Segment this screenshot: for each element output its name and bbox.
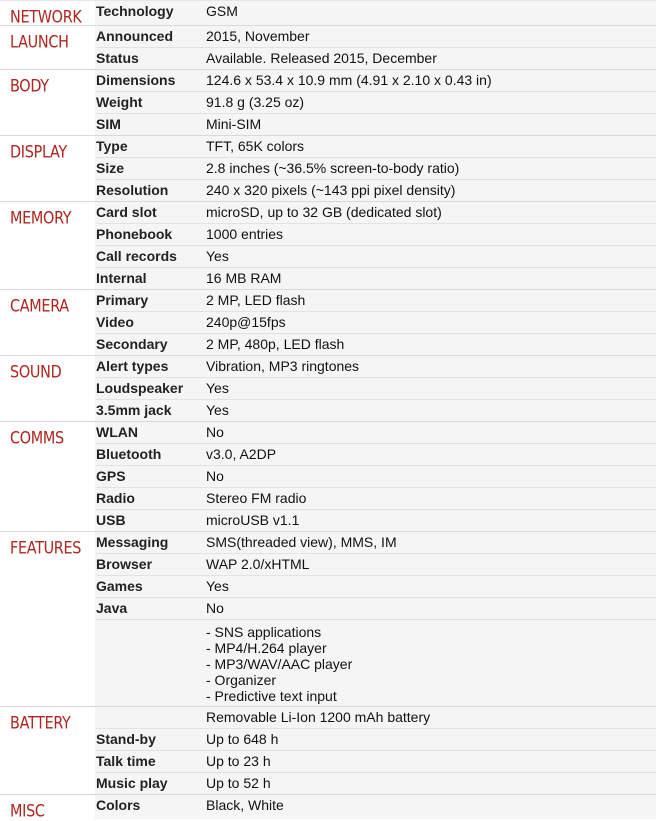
category-heading[interactable]: MISC	[10, 800, 45, 821]
spec-row	[95, 772, 656, 794]
spec-label[interactable]: 3.5mm jack	[96, 402, 172, 418]
spec-group-misc	[0, 794, 656, 819]
spec-label[interactable]: Phonebook	[96, 226, 173, 242]
spec-value: Mini-SIM	[206, 116, 262, 132]
spec-row	[95, 91, 656, 113]
spec-value: TFT, 65K colors	[206, 138, 305, 154]
spec-label[interactable]: Call records	[96, 248, 177, 264]
spec-value: Yes	[206, 248, 229, 264]
spec-value-line: - SNS applications	[206, 624, 322, 640]
category-heading[interactable]: CAMERA	[10, 295, 69, 316]
spec-row	[95, 136, 656, 157]
category-heading[interactable]: LAUNCH	[10, 31, 69, 52]
spec-label[interactable]: Video	[96, 314, 134, 330]
category-heading[interactable]: NETWORK	[10, 6, 82, 27]
spec-label[interactable]: Bluetooth	[96, 446, 162, 462]
spec-label[interactable]: Games	[96, 578, 143, 594]
spec-value: v3.0, A2DP	[206, 446, 277, 462]
spec-label[interactable]: Primary	[96, 292, 149, 308]
spec-row	[95, 47, 656, 69]
spec-row	[95, 597, 656, 619]
spec-label[interactable]: Radio	[96, 490, 135, 506]
spec-row	[95, 509, 656, 531]
spec-rows	[95, 70, 656, 135]
spec-row	[95, 465, 656, 487]
category-heading[interactable]: BODY	[10, 75, 49, 96]
spec-row	[95, 311, 656, 333]
spec-row	[95, 795, 656, 816]
spec-value: Yes	[206, 380, 229, 396]
spec-group-network	[0, 0, 656, 25]
spec-value: Up to 23 h	[206, 753, 271, 769]
spec-label[interactable]: Browser	[96, 556, 153, 572]
spec-label[interactable]: Card slot	[96, 204, 157, 220]
spec-row	[95, 487, 656, 509]
spec-row	[95, 443, 656, 465]
spec-row	[95, 728, 656, 750]
spec-value: 2 MP, LED flash	[206, 292, 306, 308]
spec-row	[95, 377, 656, 399]
spec-value-line: - Predictive text input	[206, 688, 337, 704]
spec-value-line: - Organizer	[206, 672, 277, 688]
spec-value: 16 MB RAM	[206, 270, 282, 286]
spec-row	[95, 356, 656, 377]
spec-rows	[95, 795, 656, 819]
spec-label[interactable]: Java	[96, 600, 128, 616]
spec-label[interactable]: Weight	[96, 94, 143, 110]
spec-value-line: - MP4/H.264 player	[206, 640, 327, 656]
spec-group-memory	[0, 201, 656, 289]
spec-label[interactable]: WLAN	[96, 424, 138, 440]
spec-rows	[95, 1, 656, 25]
spec-value: 1000 entries	[206, 226, 284, 242]
spec-row	[95, 1, 656, 22]
spec-label[interactable]: Size	[96, 160, 125, 176]
spec-label[interactable]: Technology	[96, 3, 174, 19]
spec-row	[95, 399, 656, 421]
spec-group-body	[0, 69, 656, 135]
spec-label[interactable]: USB	[96, 512, 126, 528]
spec-row	[95, 750, 656, 772]
spec-row	[95, 202, 656, 223]
category-heading[interactable]: FEATURES	[10, 537, 82, 558]
spec-row	[95, 157, 656, 179]
spec-row	[95, 333, 656, 355]
spec-group-camera	[0, 289, 656, 355]
spec-group-launch	[0, 25, 656, 69]
spec-value-line: - MP3/WAV/AAC player	[206, 656, 353, 672]
spec-value: SMS(threaded view), MMS, IM	[206, 534, 397, 550]
spec-row	[95, 575, 656, 597]
spec-label[interactable]: Stand-by	[96, 731, 156, 747]
spec-label[interactable]	[95, 707, 206, 728]
spec-row	[95, 532, 656, 553]
spec-label[interactable]: Alert types	[96, 358, 169, 374]
spec-label[interactable]: SIM	[96, 116, 121, 132]
spec-value: Up to 52 h	[206, 775, 271, 791]
spec-label[interactable]: Internal	[96, 270, 147, 286]
spec-value: 2015, November	[206, 28, 310, 44]
spec-group-features	[0, 531, 656, 706]
spec-group-comms	[0, 421, 656, 531]
spec-value: Available. Released 2015, December	[206, 50, 437, 66]
spec-label[interactable]: Music play	[96, 775, 168, 791]
spec-rows	[95, 356, 656, 421]
spec-value: Yes	[206, 402, 229, 418]
spec-label[interactable]: Resolution	[96, 182, 169, 198]
spec-row	[95, 245, 656, 267]
spec-label[interactable]: Announced	[96, 28, 173, 44]
spec-row	[95, 619, 656, 706]
category-heading[interactable]: COMMS	[10, 427, 64, 448]
spec-value: No	[206, 468, 224, 484]
spec-group-battery	[0, 706, 656, 794]
spec-value: Stereo FM radio	[206, 490, 307, 506]
spec-row	[95, 290, 656, 311]
spec-rows	[95, 707, 656, 794]
spec-value: 91.8 g (3.25 oz)	[206, 94, 305, 110]
spec-row	[95, 70, 656, 91]
spec-value: 240 x 320 pixels (~143 ppi pixel density)	[206, 182, 456, 198]
spec-label[interactable]: GPS	[96, 468, 126, 484]
spec-value: GSM	[206, 3, 238, 19]
spec-row	[95, 422, 656, 443]
spec-value: 124.6 x 53.4 x 10.9 mm (4.91 x 2.10 x 0.43 in)	[206, 72, 492, 88]
spec-row	[95, 26, 656, 47]
spec-rows	[95, 202, 656, 289]
category-heading[interactable]: BATTERY	[10, 712, 71, 733]
spec-row	[95, 707, 656, 728]
spec-rows	[95, 290, 656, 355]
spec-group-sound	[0, 355, 656, 421]
spec-rows	[95, 26, 656, 69]
spec-value: 2 MP, 480p, LED flash	[206, 336, 345, 352]
spec-rows	[95, 136, 656, 201]
spec-label[interactable]: Secondary	[96, 336, 168, 352]
spec-label[interactable]: Colors	[96, 797, 141, 813]
spec-label[interactable]	[95, 624, 206, 704]
spec-row	[95, 223, 656, 245]
spec-value: 2.8 inches (~36.5% screen-to-body ratio)	[206, 160, 460, 176]
spec-rows	[95, 422, 656, 531]
spec-value: Up to 648 h	[206, 731, 279, 747]
spec-group-display	[0, 135, 656, 201]
spec-row	[95, 113, 656, 135]
spec-label[interactable]: Talk time	[96, 753, 156, 769]
spec-row	[95, 553, 656, 575]
spec-value: Black, White	[206, 797, 284, 813]
spec-value: Vibration, MP3 ringtones	[206, 358, 360, 374]
spec-value: No	[206, 424, 224, 440]
spec-label[interactable]: Type	[96, 138, 128, 154]
spec-value: microSD, up to 32 GB (dedicated slot)	[206, 204, 442, 220]
spec-value: microUSB v1.1	[206, 512, 300, 528]
spec-row	[95, 267, 656, 289]
spec-value	[206, 624, 656, 704]
category-heading[interactable]: DISPLAY	[10, 141, 67, 162]
spec-value: No	[206, 600, 224, 616]
spec-value: WAP 2.0/xHTML	[206, 556, 310, 572]
spec-row	[95, 179, 656, 201]
spec-rows	[95, 532, 656, 706]
spec-label[interactable]: Status	[96, 50, 139, 66]
spec-value: Yes	[206, 578, 229, 594]
spec-label[interactable]: Loudspeaker	[96, 380, 184, 396]
category-heading[interactable]: MEMORY	[10, 207, 72, 228]
category-heading[interactable]: SOUND	[10, 361, 62, 382]
spec-label[interactable]: Messaging	[96, 534, 169, 550]
spec-value: 240p@15fps	[206, 314, 286, 330]
spec-label[interactable]: Dimensions	[96, 72, 176, 88]
spec-value: Removable Li-Ion 1200 mAh battery	[206, 709, 431, 725]
